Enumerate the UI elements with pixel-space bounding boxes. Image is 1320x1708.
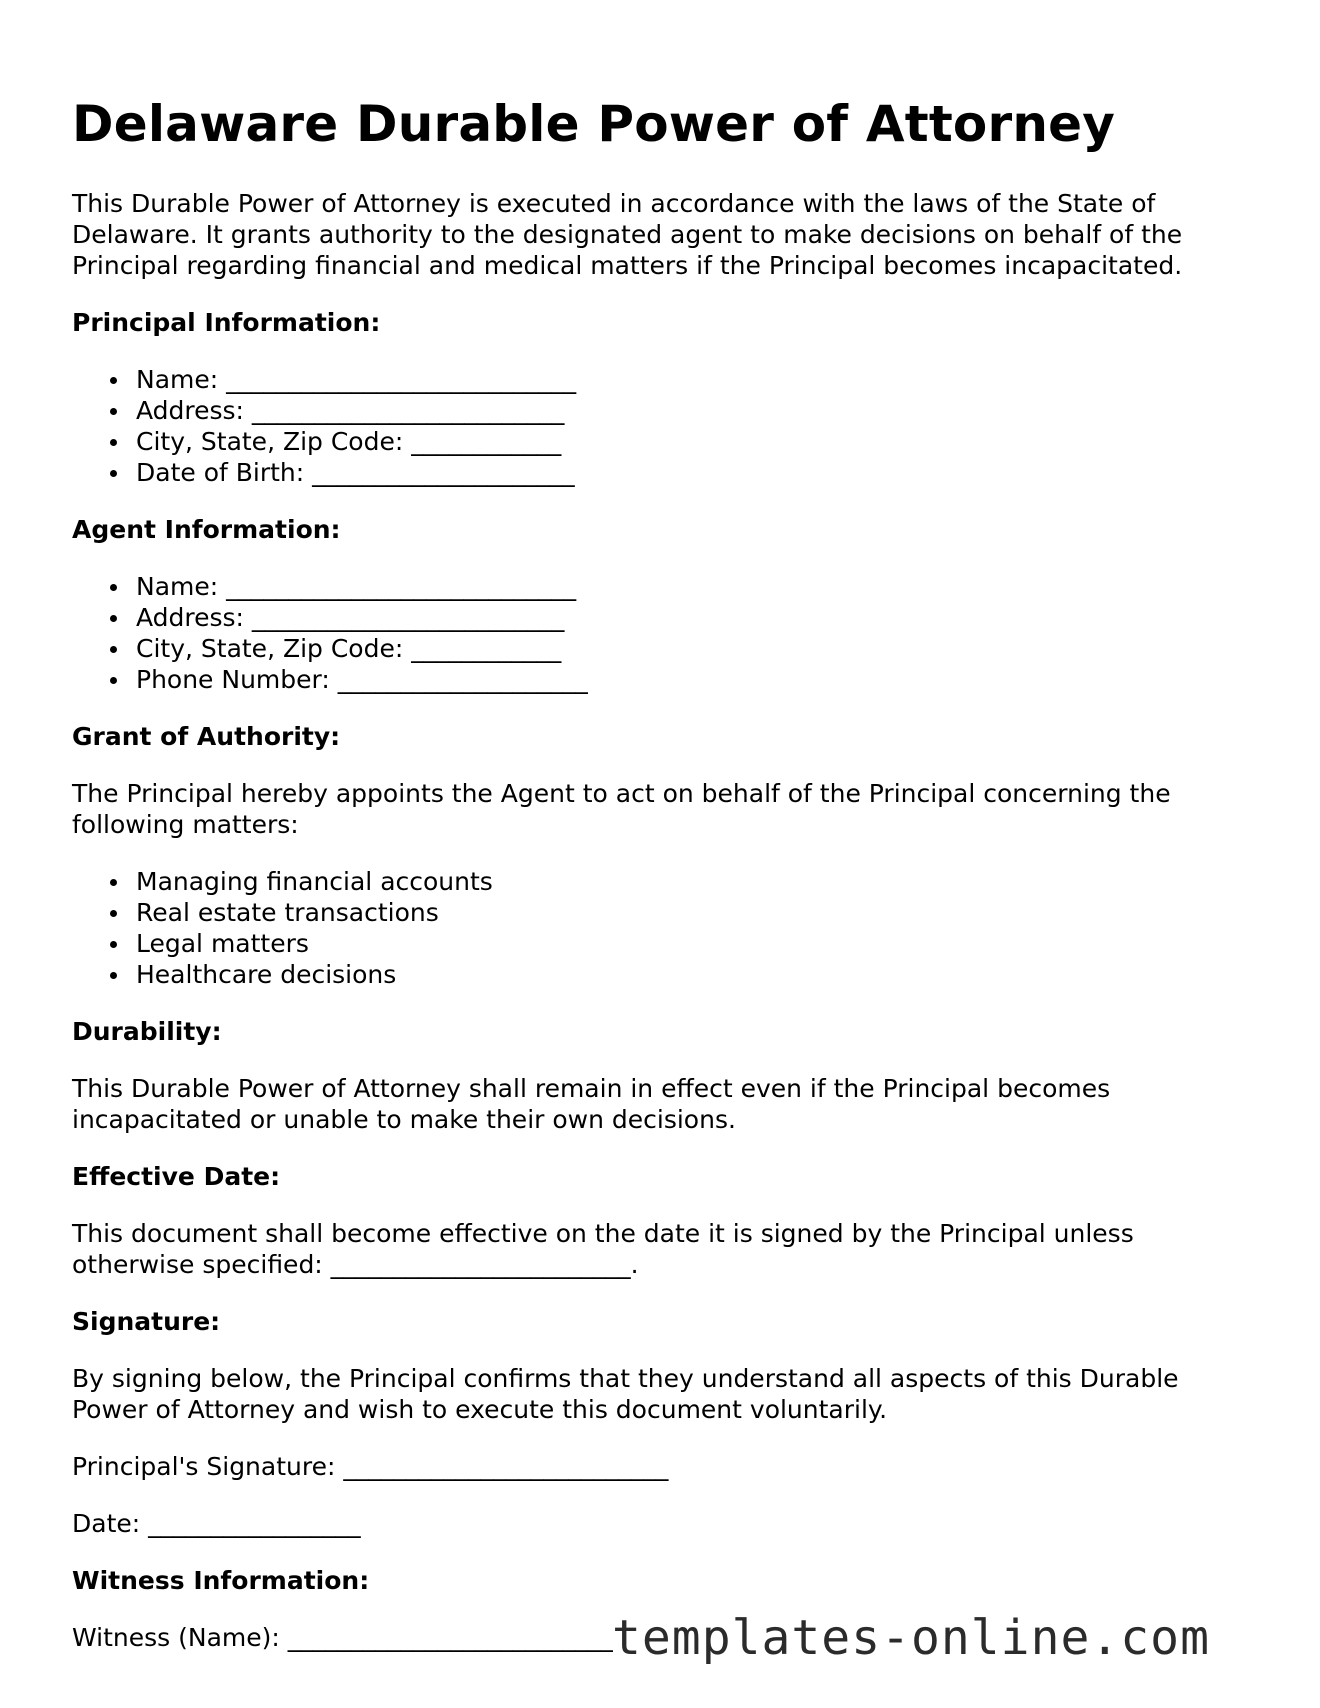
principal-address-field[interactable]: Address: _________________________ <box>136 395 1252 426</box>
principal-list <box>72 364 1252 488</box>
agent-list <box>72 571 1252 695</box>
witness-name-field[interactable]: Witness (Name): __________________________ <box>72 1623 613 1652</box>
list-item: Healthcare decisions <box>136 959 1252 990</box>
watermark-text: templates-online.com <box>612 1610 1210 1666</box>
agent-name-field[interactable]: Name: ____________________________ <box>136 571 1252 602</box>
principal-name-field[interactable]: Name: ____________________________ <box>136 364 1252 395</box>
durability-heading: Durability: <box>72 1017 222 1046</box>
list-item: Legal matters <box>136 928 1252 959</box>
witness-heading: Witness Information: <box>72 1566 370 1595</box>
list-item: Real estate transactions <box>136 897 1252 928</box>
list-item: Managing financial accounts <box>136 866 1252 897</box>
grant-paragraph: The Principal hereby appoints the Agent to act on behalf of the Principal concerning the following matters: <box>72 779 1171 839</box>
signature-heading: Signature: <box>72 1307 221 1336</box>
grant-heading: Grant of Authority: <box>72 722 341 751</box>
durability-paragraph: This Durable Power of Attorney shall remain in effect even if the Principal becomes incapacitated or unable to make their own decisions. <box>72 1074 1111 1134</box>
agent-address-field[interactable]: Address: _________________________ <box>136 602 1252 633</box>
agent-city-field[interactable]: City, State, Zip Code: ____________ <box>136 633 1252 664</box>
effective-date-heading: Effective Date: <box>72 1162 281 1191</box>
principal-city-field[interactable]: City, State, Zip Code: ____________ <box>136 426 1252 457</box>
document-page <box>72 0 1252 1653</box>
grant-list <box>72 866 1252 990</box>
intro-paragraph: This Durable Power of Attorney is executed in accordance with the laws of the State of Delaware. It grants authority to the designated agent to make decisions on behalf of the Principal regarding financial and medical matters if the Principal becomes incapacitated. <box>72 189 1183 280</box>
page-title: Delaware Durable Power of Attorney <box>72 95 1116 153</box>
signature-paragraph: By signing below, the Principal confirms that they understand all aspects of this Durable Power of Attorney and wish to execute this document voluntarily. <box>72 1364 1179 1424</box>
effective-date-paragraph[interactable]: This document shall become effective on the date it is signed by the Principal unless otherwise specified: ________________________. <box>72 1219 1134 1279</box>
principal-signature-field[interactable]: Principal's Signature: __________________________ <box>72 1452 669 1481</box>
agent-heading: Agent Information: <box>72 515 341 544</box>
principal-heading: Principal Information: <box>72 308 381 337</box>
agent-phone-field[interactable]: Phone Number: ____________________ <box>136 664 1252 695</box>
principal-dob-field[interactable]: Date of Birth: _____________________ <box>136 457 1252 488</box>
signature-date-field[interactable]: Date: _________________ <box>72 1509 361 1538</box>
